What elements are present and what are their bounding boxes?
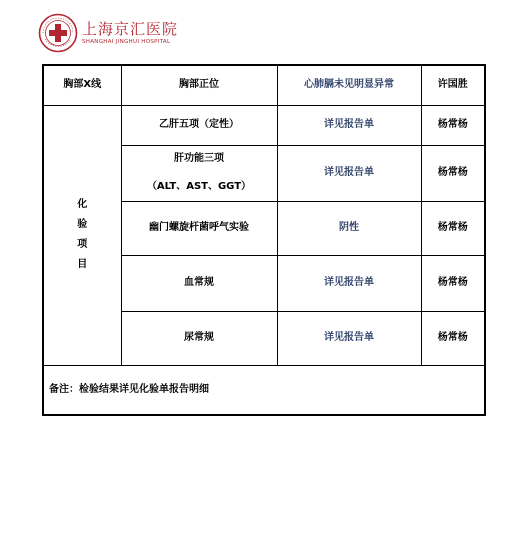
hospital-brand [82, 20, 178, 46]
lab-items-label: 化 验 项 目 [43, 105, 121, 365]
cell-result: 详见报告单 [277, 311, 421, 365]
remarks-note: 备注：检验结果详见化验单报告明细 [43, 365, 485, 415]
table-row [43, 105, 485, 145]
cell-doctor: 许国胜 [421, 65, 485, 105]
cell-item: 血常规 [121, 255, 277, 311]
cell-category: 胸部X线 [43, 65, 121, 105]
exam-results-table [42, 64, 486, 416]
cell-doctor: 杨常杨 [421, 255, 485, 311]
cell-doctor: 杨常杨 [421, 145, 485, 201]
hospital-logo-icon [38, 13, 78, 53]
cell-result: 详见报告单 [277, 255, 421, 311]
cell-doctor: 杨常杨 [421, 201, 485, 255]
cell-result: 详见报告单 [277, 105, 421, 145]
cell-result: 阴性 [277, 201, 421, 255]
hospital-name-en: SHANGHAI JINGHUI HOSPITAL [82, 39, 171, 45]
cell-result: 心肺膈未见明显异常 [277, 65, 421, 105]
cell-item: 胸部正位 [121, 65, 277, 105]
hospital-name-cn: 上海京汇医院 [82, 20, 179, 38]
table-row-note [43, 365, 485, 415]
cell-doctor: 杨常杨 [421, 311, 485, 365]
table-row-xray [43, 65, 485, 105]
cell-item: 乙肝五项（定性） [121, 105, 277, 145]
cell-item: 幽门螺旋杆菌呼气实验 [121, 201, 277, 255]
cell-doctor: 杨常杨 [421, 105, 485, 145]
cell-item: 肝功能三项 （ALT、AST、GGT） [121, 145, 277, 201]
cell-item: 尿常规 [121, 311, 277, 365]
hospital-header [38, 12, 178, 54]
cell-result: 详见报告单 [277, 145, 421, 201]
